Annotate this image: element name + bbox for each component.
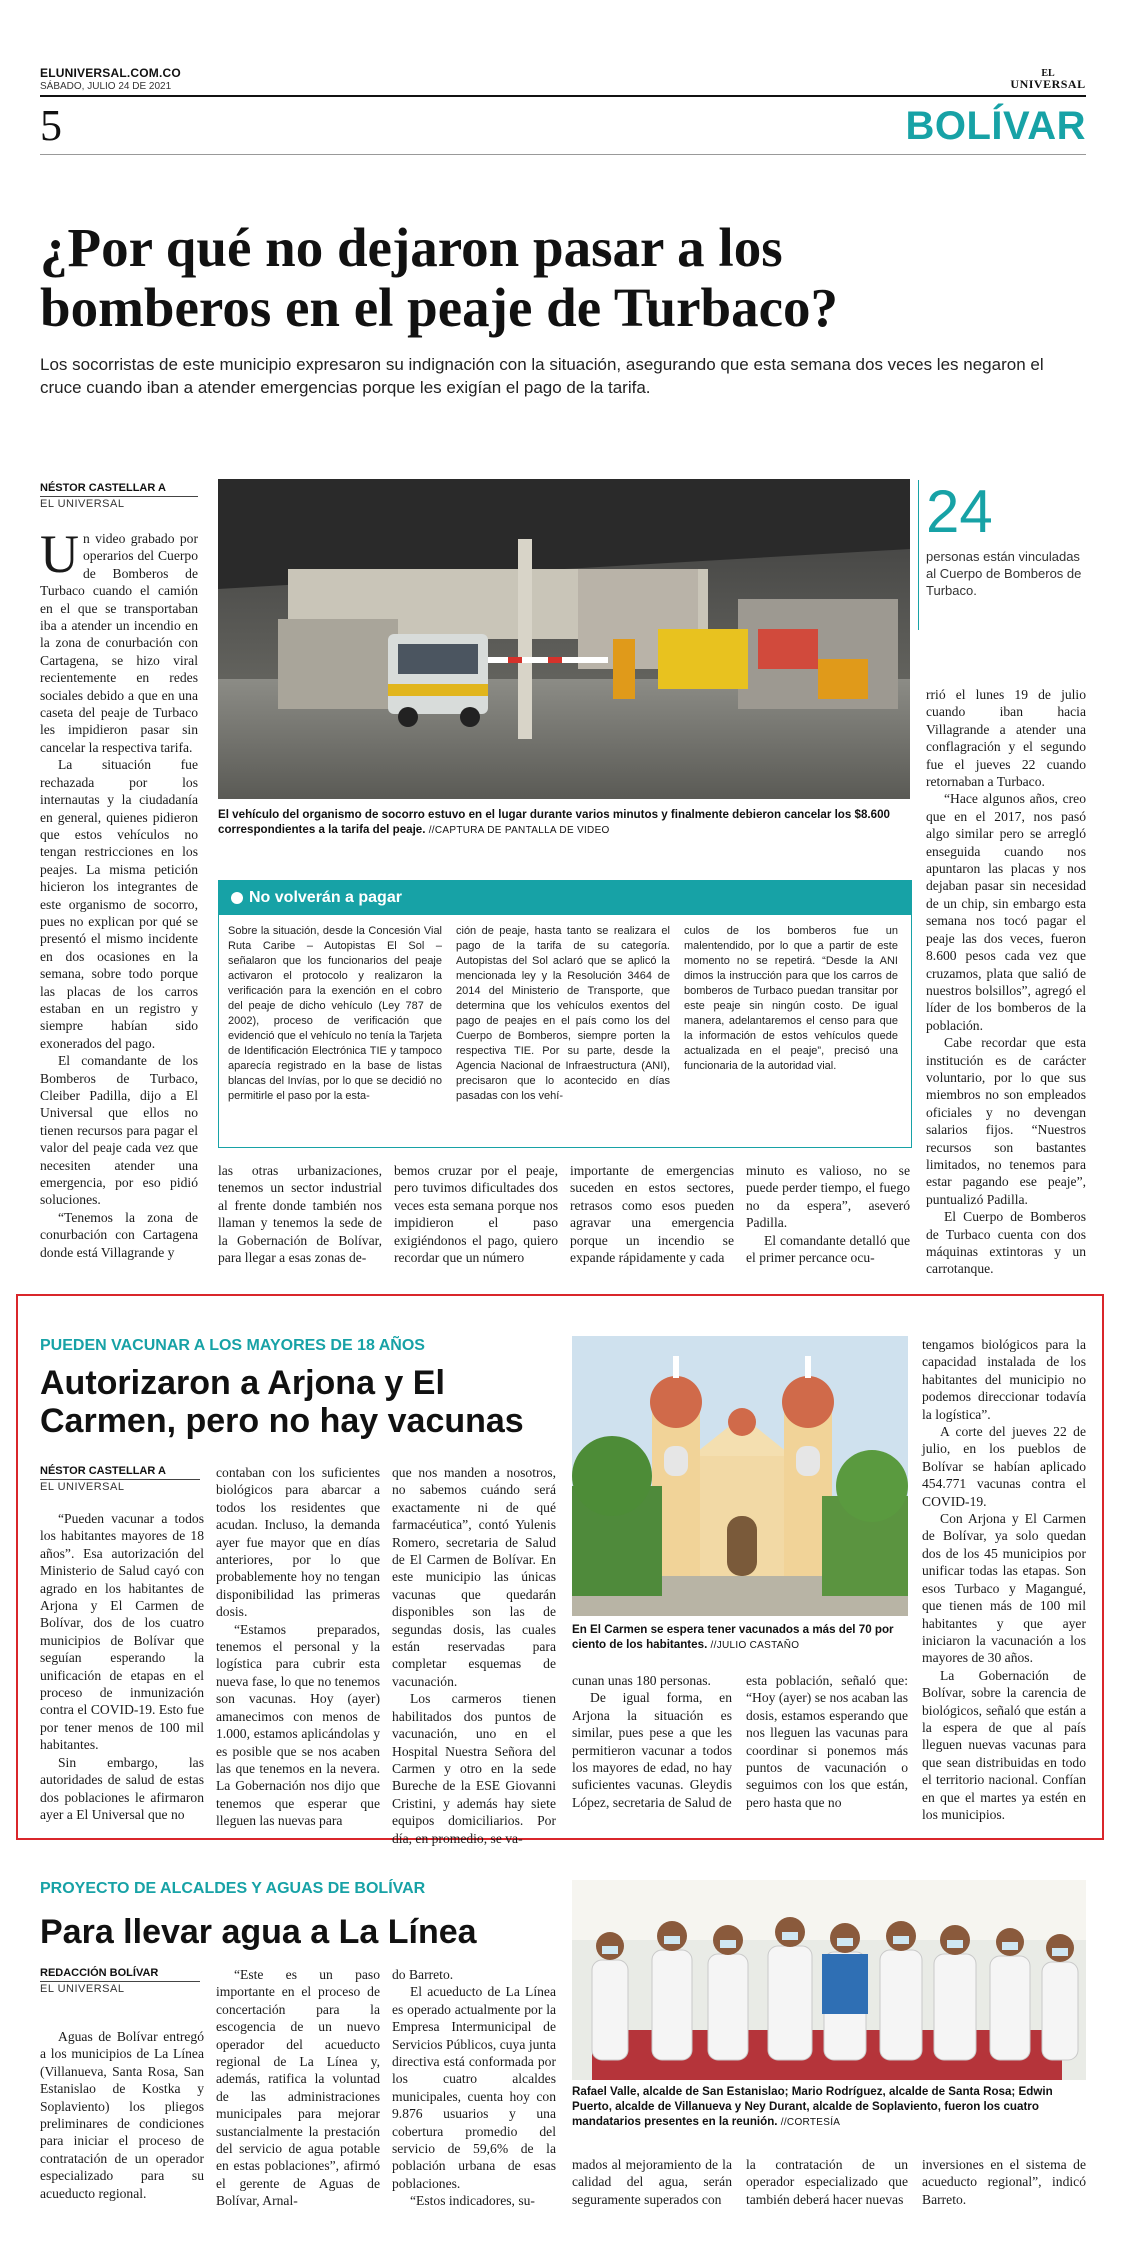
logo-small: EL (1041, 68, 1055, 79)
paragraph: tengamos biológicos para la capacidad instalada de los habitantes del municipio no podemos direccionar todavía la logística”. (922, 1337, 1086, 1422)
info-box-col3: culos de los bomberos fue un malentendido, por lo que a partir de este momento no se repetirá. “Desde la ANI dimos la instrucción para que los carros de bomberos de Turbaco puedan transitar por este peaje sin ningún costo. De igual manera, adelantaremos el censo para que la información de estos vehículos quede actualizada en el peaje”, precisó una funcionaria de la autoridad vial. (684, 925, 898, 1072)
caption-text: El vehículo del organismo de socorro estuvo en el lugar durante varios minutos y finalmente debieron cancelar los $8.600 correspondientes a la tarifa del peaje. (218, 808, 890, 836)
paragraph: esta población, señaló que: “Hoy (ayer) se nos acaban las dosis, estamos esperando que nos lleguen las vacunas para coordinar si ponemos más puntos de vacunación o seguimos con los que están, pero hasta que no (746, 1673, 908, 1810)
page-number: 5 (40, 101, 62, 150)
paragraph: “Tenemos la zona de conurbación con Cartagena donde está Villagrande y (40, 1209, 198, 1260)
bullet-icon (231, 892, 243, 904)
article1-headline (40, 218, 1086, 338)
paragraph: Sin embargo, las autoridades de salud de estas dos poblaciones le afirmaron ayer a El Universal que no (40, 1754, 204, 1822)
article1-byline (40, 481, 198, 511)
section-label: BOLÍVAR (905, 104, 1086, 148)
stat-text: personas están vinculadas al Cuerpo de Bomberos de Turbaco. (926, 549, 1082, 598)
article2-byline (40, 1464, 200, 1494)
headline-line-2: Carmen, pero no hay vacunas (40, 1402, 524, 1440)
info-box-header (219, 881, 911, 915)
paragraph: Con Arjona y El Carmen de Bolívar, ya solo quedan dos de los 45 municipios por unificar todas las etapas. Son esos Turbaco y Magangué, que tienen más de 100 mil habitantes y que ayer iniciaron la vacunación a los mayores de 30 años. (922, 1511, 1086, 1666)
stat-divider (918, 480, 919, 630)
paragraph: El comandante detalló que el primer percance ocu- (746, 1232, 910, 1266)
article1-bottom-col1: las otras urbanizaciones, tenemos un sector industrial al frente donde también nos llaman y tenemos la sede de la Gobernación de Bolívar, para llegar a esas zonas de- (218, 1163, 382, 1266)
paragraph: A corte del jueves 22 de julio, en los pueblos de Bolívar se habían aplicado 454.771 vacunas contra el COVID-19. (922, 1424, 1086, 1509)
paragraph: minuto es valioso, no se puede perder tiempo, el fuego no da espera”, aseveró Padilla. (746, 1163, 910, 1231)
paragraph: “Estos indicadores, su- (410, 2193, 535, 2209)
article3-col6 (922, 2156, 1086, 2208)
headline-line-2: bomberos en el peaje de Turbaco? (40, 277, 839, 338)
article3-col3 (392, 1966, 556, 2210)
article3-kicker: PROYECTO DE ALCALDES Y AGUAS DE BOLÍVAR (40, 1880, 426, 1897)
paragraph: Los carmeros tienen habilitados dos puntos de vacunación, uno en el Hospital Nuestra Señora del Carmen y otro en la sede Bureche de la ESE Giovanni Cristini, y además hay siete equipos domiciliarios. Por día, en promedio, se va- (392, 1691, 556, 1846)
byline-org: EL UNIVERSAL (40, 1481, 125, 1493)
article2-kicker: PUEDEN VACUNAR A LOS MAYORES DE 18 AÑOS (40, 1337, 425, 1354)
group-photo (572, 1880, 1086, 2080)
paragraph: “Este es un paso importante en el proceso de concertación para la escogencia de un nuevo operador del acueducto regional de La Línea y, además, ratifica la voluntad de las administraciones municipales para mejorar sustancialmente la prestación del servicio de agua potable en estas poblaciones”, afirmó el gerente de Aguas de Bolívar, Arnal- (216, 1967, 380, 2209)
paragraph: El acueducto de La Línea es operado actualmente por la Empresa Intermunicipal de Servicios Públicos, cuya junta directiva está conformada por los cuatro alcaldes municipales, cuenta hoy con 9.876 usuarios y una cobertura promedio del servicio de 59,6% de la población urbana de esas poblaciones. (392, 1984, 556, 2191)
paragraph: mados al mejoramiento de la calidad del agua, serán seguramente superados con (572, 2157, 732, 2207)
info-box-title: No volverán a pagar (249, 889, 402, 906)
headline-line-1: Autorizaron a Arjona y El (40, 1364, 445, 1402)
article3-headline: Para llevar agua a La Línea (40, 1913, 477, 1951)
article2-photo-caption (572, 1622, 908, 1653)
article3-byline (40, 1966, 200, 1996)
article3-col5 (746, 2156, 908, 2208)
paragraph: De igual forma, en Arjona la situación es similar, pues pese a que les permitieron vacunar a todos los mayores de edad, no hay suficientes vacunas. Gleydis López, secretaria de Salud de (572, 1690, 732, 1810)
dropcap-letter: U (40, 524, 79, 584)
paragraph: la contratación de un operador especializado que también deberá hacer nuevas (746, 2157, 908, 2207)
article1-deck: Los socorristas de este municipio expresaron su indignación con la situación, asegurando que esta semana dos veces les negaron el cruce cuando iban a atender emergencias porque les exigían el pago de la tarifa. (40, 355, 1044, 397)
article1-bottom-col4 (746, 1162, 910, 1266)
masthead-logo (1010, 68, 1086, 90)
issue-date: SÁBADO, JULIO 24 DE 2021 (40, 81, 172, 92)
byline-name: NÉSTOR CASTELLAR A (40, 1464, 200, 1480)
article1-photo (218, 479, 910, 799)
article1-bottom-col3: importante de emergencias suceden en estos sectores, retrasos como esos pueden agravar una emergencia porque un incendio se expande rápidamente y cada (570, 1163, 734, 1266)
paragraph: que nos manden a nosotros, no sabemos cuándo será exactamente ni de qué farmacéutica”, contó Yulenis Romero, secretaria de Salud de El Carmen de Bolívar. En este municipio las únicas vacunas que quedarán disponibles son las de segundas dosis, las cuales están reservadas para completar esquemas de vacunación. (392, 1465, 556, 1689)
paragraph: do Barreto. (392, 1967, 454, 1982)
caption-text: En El Carmen se espera tener vacunados a más del 70 por ciento de los habitantes. (572, 1623, 894, 1651)
paragraph: “Hace algunos años, creo que en el 2017, nos pasó algo similar pero se arregló enseguida cuando nos apuntaron las placas y nos dejaban pasar sin necesidad de un chip, sin embargo esta semana nos tocó pagar el peaje las dos veces, fueron 8.600 pesos cada vez que cruzamos, plata que salió de nuestros bolsillos”, agregó el líder de los bomberos de la población. (926, 791, 1086, 1033)
header-rule (40, 95, 1086, 97)
byline-org: EL UNIVERSAL (40, 1983, 125, 1995)
article2-col4 (572, 1672, 732, 1811)
article1-col1 (40, 524, 198, 1410)
paragraph: cunan unas 180 personas. (572, 1673, 711, 1688)
article3-col1 (40, 2028, 204, 2202)
paragraph: Cabe recordar que esta institución es de carácter voluntario, por lo que sus miembros no son empleados oficiales y no devengan salarios fijos. “Nuestros recursos son bastantes limitados, no tenemos para estar pagando ese peaje”, puntualizó Padilla. (926, 1035, 1086, 1207)
article2-photo (572, 1336, 908, 1616)
caption-text: Rafael Valle, alcalde de San Estanislao; Mario Rodríguez, alcalde de Santa Rosa; Edwin Puerto, alcalde de Villanueva y Ney Durant, alcalde de Soplaviento, fueron los cuatro mandatarios presentes en la reunión. (572, 2085, 1053, 2128)
paragraph: Aguas de Bolívar entregó a los municipios de La Línea (Villanueva, Santa Rosa, San Estanislao de Kostka y Soplaviento) los pliegos preliminares de condiciones para iniciar el proceso de contratación de un operador especializado para su acueducto regional. (40, 2029, 204, 2201)
paragraph: La situación fue rechazada por los internautas y la ciudadanía en general, quienes pidieron que estos vehículos no tengan restricciones en los peajes. La misma petición hicieron los integrantes de este organismo de socorro, pues no explican por qué se presentó el mismo incidente en dos ocasiones en la semana, sobre todo porque las placas de los carros estaban en un registro y siempre habían sido exonerados del pago. (40, 757, 198, 1051)
headline-line-1: ¿Por qué no dejaron pasar a los (40, 217, 783, 278)
paragraph: rrió el lunes 19 de julio cuando iban hacia Villagrande a atender una conflagración y el segundo fue el jueves 22 cuando retornaban a Turbaco. (926, 687, 1086, 790)
paragraph: contaban con los suficientes biológicos para abarcar a todos los residentes que acudan. Incluso, la demanda ayer fue mayor que en días anteriores, por lo que probablemente hoy no tengan disponibilidad las primeras dosis. (216, 1465, 380, 1620)
article3-col4 (572, 2156, 732, 2208)
photo-credit: //CORTESÍA (780, 2117, 841, 2128)
paragraph: “Pueden vacunar a todos los habitantes mayores de 18 años”. Esa autorización del Ministerio de Salud cayó con agrado en los habitantes de Arjona y El Carmen de Bolívar, dos de los cuatro municipios de Bolívar que seguían esperando la unificación de etapas en el proceso de inmunización contra el COVID-19. Esto fue por tener menos de 100 mil habitantes. (40, 1511, 204, 1753)
stat-number: 24 (926, 478, 993, 545)
article2-headline (40, 1364, 580, 1440)
article1-bottom-col2: bemos cruzar por el peaje, pero tuvimos dificultades dos veces esta semana porque nos impidieron el paso exigiéndonos el pago, quiero recordar que un número (394, 1163, 558, 1266)
paragraph: La Gobernación de Bolívar, sobre la carencia de biológicos, señaló que están a la espera de que al país lleguen nuevas vacunas para que sean distribuidas en todo el territorio nacional. Confían en que el martes ya estén en los municipios. (922, 1667, 1086, 1822)
paragraph: “Estamos preparados, tenemos el personal y la logística para cubrir esta nueva fase, lo que no tenemos son vacunas. Hoy (ayer) amanecimos con menos de 1.000, estamos aplicándolas y es posible que se nos acaben las que tenemos en la nevera. La Gobernación nos dijo que tenemos que esperar que lleguen las nuevas para (216, 1621, 380, 1829)
article3-photo-caption (572, 2084, 1086, 2130)
byline-name: REDACCIÓN BOLÍVAR (40, 1966, 200, 1982)
paragraph: n video grabado por operarios del Cuerpo de Bomberos de Turbaco cuando el camión en el que se transportaban iba a atender un incendio en la zona de conurbación con Cartagena, se hizo viral recientemente en redes sociales debido a que en una caseta del peaje de Turbaco les impidieron pasar sin cancelar la respectiva tarifa. (40, 531, 198, 755)
article1-photo-caption (218, 807, 910, 838)
article3-photo (572, 1880, 1086, 2080)
article2-col3 (392, 1464, 556, 1847)
article2-col2 (216, 1464, 380, 1830)
photo-credit: //CAPTURA DE PANTALLA DE VIDEO (428, 825, 610, 836)
logo-main: UNIVERSAL (1010, 77, 1086, 91)
toll-booth-photo (218, 479, 910, 799)
header-rule-bottom (40, 154, 1086, 155)
article3-col2 (216, 1966, 380, 2210)
byline-org: EL UNIVERSAL (40, 498, 125, 510)
church-photo (572, 1336, 908, 1616)
byline-name: NÉSTOR CASTELLAR A (40, 481, 198, 497)
info-box-col1: Sobre la situación, desde la Concesión Vial Ruta Caribe – Autopistas El Sol – señalaron que los funcionarios del peaje activaron el protocolo y realizaron la verificación para la exención en el cobro del peaje de dicho vehículo (Ley 787 de 2002), proceso de verificación que evidenció que el vehículo no tenía la Tarjeta de Identificación Electrónica TIE y tampoco aparecía registrado en la base de listas blancas del Invías, por lo que se decidió no permitirle el paso por la esta- (228, 925, 442, 1102)
site-name: ELUNIVERSAL.COM.CO (40, 66, 181, 80)
paragraph: El comandante de los Bomberos de Turbaco, Cleiber Padilla, dijo a El Universal que ellos no tienen recursos para pagar el valor del peaje cada vez que necesiten atender una emergencia, por eso pidió soluciones. (40, 1053, 198, 1208)
info-box-col2: ción de peaje, hasta tanto se realizara el pago de la tarifa de su categoría. Autopistas del Sol aclaró que se aplicó la mencionada ley y la Resolución 3464 de 2014 del Ministerio de Transporte, que determina que los vehículos exentos del pago de peajes en el país como los del Cuerpo de Bomberos, siempre porten la respectiva TIE. Por su parte, desde la Agencia Nacional de Infraestructura (ANI), precisaron que lo acontecido en días pasadas con los vehí- (456, 925, 670, 1102)
paragraph: El Cuerpo de Bomberos de Turbaco cuenta con dos máquinas extintoras y un carrotanque. (926, 1209, 1086, 1277)
article2-col1 (40, 1510, 204, 1823)
article2-col6 (922, 1336, 1086, 1823)
article2-col5 (746, 1672, 908, 1811)
paragraph: inversiones en el sistema de acueducto regional”, indicó Barreto. (922, 2157, 1086, 2207)
photo-credit: //JULIO CASTAÑO (710, 1640, 800, 1651)
